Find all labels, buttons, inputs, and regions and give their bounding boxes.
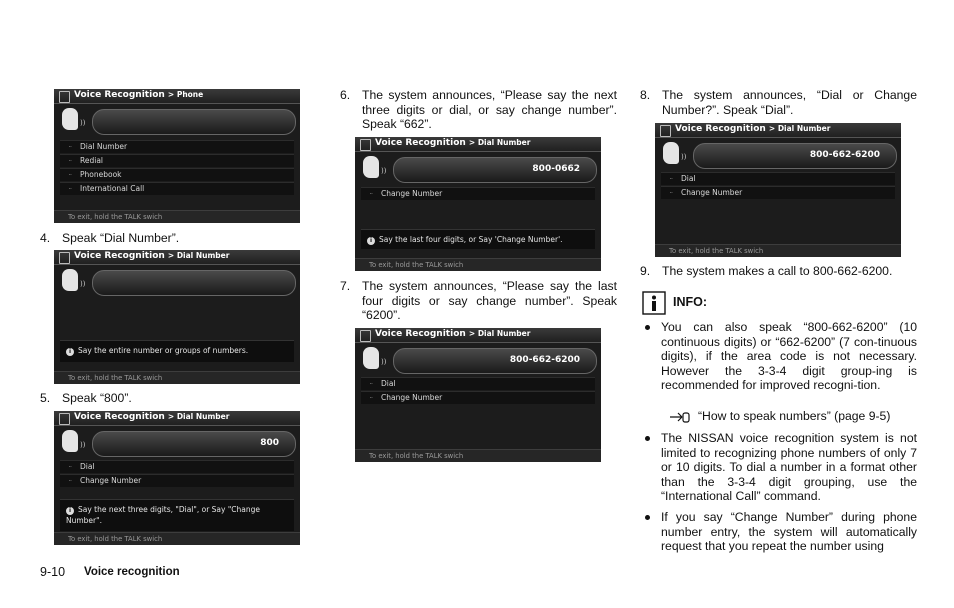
- screen-breadcrumb: > Dial Number: [167, 251, 230, 260]
- menu-item-dial[interactable]: ᐧᐧ Dial: [361, 377, 595, 390]
- sound-wave-icon: )): [381, 167, 387, 175]
- entered-number: 800: [260, 438, 279, 448]
- screen-title: Voice Recognition: [375, 329, 466, 339]
- menu-item-change-number[interactable]: ᐧᐧ Change Number: [361, 187, 595, 200]
- screen-footer: To exit, hold the TALK swich: [54, 371, 300, 384]
- menu-item-phonebook[interactable]: ᐧᐧ Phonebook: [60, 168, 294, 181]
- screen-title: Voice Recognition: [675, 124, 766, 134]
- info-bullet-3: If you say “Change Number” during phone number entry, the system will automatically request that you repeat the number using: [645, 510, 917, 556]
- step-4: 4. Speak “Dial Number”.: [40, 231, 180, 245]
- info-bullet-1: You can also speak “800-662-6200” (10 continuous digits) or “662-6200” (7 con-tinuous digits), if the area code is not necessary. However the 3-3-4 digit group-ing is recommended for improved recogni-tion.: [645, 320, 917, 408]
- bullet-dot: [645, 515, 650, 520]
- screen-footer: To exit, hold the TALK swich: [54, 532, 300, 545]
- speaker-head-icon: [363, 347, 379, 369]
- screen-footer: To exit, hold the TALK swich: [54, 210, 300, 223]
- screen-dial-number-2: [54, 411, 300, 545]
- speaker-head-icon: [663, 142, 679, 164]
- number-display: [693, 143, 897, 169]
- menu-item-dial[interactable]: ᐧᐧ Dial: [661, 172, 895, 185]
- screen-title-bar: [54, 411, 300, 426]
- info-message: i Say the entire number or groups of numbers.: [60, 340, 294, 362]
- voice-recognition-icon: [59, 91, 70, 103]
- bullet-dot: [645, 325, 650, 330]
- speak-icon: ᐧᐧ: [369, 190, 373, 198]
- info-icon: i: [66, 507, 74, 515]
- screen-breadcrumb: > Dial Number: [768, 124, 831, 133]
- screen-dial-number-3: [355, 137, 601, 271]
- speak-icon: ᐧᐧ: [669, 175, 673, 183]
- info-box-icon: [642, 291, 666, 315]
- screen-breadcrumb: > Dial Number: [167, 412, 230, 421]
- speak-icon: ᐧᐧ: [68, 185, 72, 193]
- page-reference: [669, 409, 919, 425]
- screen-breadcrumb: > Phone: [167, 90, 204, 99]
- section-title: Voice recognition: [84, 566, 180, 578]
- bullet-dot: [645, 436, 650, 441]
- info-bullet-2: The NISSAN voice recognition system is not limited to recognizing phone numbers of only 7 or 10 digits. To dial a number in a format other than the 3-3-4 digit grouping, use the “International Call” command.: [645, 431, 917, 505]
- number-display: [92, 431, 296, 457]
- screen-title-bar: [54, 250, 300, 265]
- speak-icon: ᐧᐧ: [369, 394, 373, 402]
- sound-wave-icon: )): [80, 441, 86, 449]
- speak-icon: ᐧᐧ: [68, 171, 72, 179]
- screen-phone-menu: [54, 89, 300, 223]
- speak-icon: ᐧᐧ: [669, 189, 673, 197]
- voice-recognition-icon: [360, 330, 371, 342]
- screen-title: Voice Recognition: [74, 251, 165, 261]
- screen-breadcrumb: > Dial Number: [468, 138, 531, 147]
- screen-title-bar: [54, 89, 300, 104]
- page-reference-text[interactable]: “How to speak numbers” (page 9-5): [698, 409, 891, 423]
- entered-number: 800-662-6200: [809, 150, 880, 160]
- step-8: 8. The system announces, “Dial or Change Number?”. Speak “Dial”.: [640, 88, 917, 117]
- sound-wave-icon: )): [80, 280, 86, 288]
- menu-item-dial[interactable]: ᐧᐧ Dial: [60, 460, 294, 473]
- screen-footer: To exit, hold the TALK swich: [355, 258, 601, 271]
- screen-dial-number-1: [54, 250, 300, 384]
- info-icon: i: [367, 237, 375, 245]
- menu-item-international-call[interactable]: ᐧᐧ International Call: [60, 182, 294, 195]
- menu-item-change-number[interactable]: ᐧᐧ Change Number: [661, 186, 895, 199]
- speaker-head-icon: [62, 108, 78, 130]
- screen-footer: To exit, hold the TALK swich: [355, 449, 601, 462]
- voice-recognition-icon: [59, 252, 70, 264]
- menu-item-dial-number[interactable]: ᐧᐧ Dial Number: [60, 140, 294, 153]
- entered-number: 800-662-6200: [509, 355, 580, 365]
- speak-icon: ᐧᐧ: [68, 157, 72, 165]
- menu-item-redial[interactable]: ᐧᐧ Redial: [60, 154, 294, 167]
- speaker-head-icon: [363, 156, 379, 178]
- step-7: 7. The system announces, “Please say the last four digits or say change number”. Speak “6200”.: [340, 279, 617, 323]
- screen-footer: To exit, hold the TALK swich: [655, 244, 901, 257]
- speak-icon: ᐧᐧ: [68, 463, 72, 471]
- info-message: i Say the last four digits, or Say 'Change Number'.: [361, 229, 595, 249]
- screen-title: Voice Recognition: [74, 90, 165, 100]
- entered-number: 800-0662: [532, 164, 580, 174]
- speaker-head-icon: [62, 430, 78, 452]
- reference-hand-icon: [669, 410, 691, 424]
- speak-icon: ᐧᐧ: [68, 477, 72, 485]
- speaker-head-icon: [62, 269, 78, 291]
- voice-recognition-icon: [660, 125, 671, 137]
- number-display: [393, 157, 597, 183]
- voice-input-bar: [92, 109, 296, 135]
- screen-dial-number-5: [655, 123, 901, 257]
- info-icon: i: [66, 348, 74, 356]
- menu-item-change-number[interactable]: ᐧᐧ Change Number: [361, 391, 595, 404]
- number-display: [92, 270, 296, 296]
- number-display: [393, 348, 597, 374]
- screen-title: Voice Recognition: [375, 138, 466, 148]
- info-heading: INFO:: [673, 295, 708, 309]
- info-message: i Say the next three digits, "Dial", or Say "Change Number".: [60, 499, 294, 531]
- screen-title-bar: [655, 123, 901, 138]
- screen-title-bar: [355, 137, 601, 152]
- screen-title: Voice Recognition: [74, 412, 165, 422]
- step-5: 5. Speak “800”.: [40, 391, 132, 405]
- menu-item-change-number[interactable]: ᐧᐧ Change Number: [60, 474, 294, 487]
- screen-breadcrumb: > Dial Number: [468, 329, 531, 338]
- sound-wave-icon: )): [381, 358, 387, 366]
- speak-icon: ᐧᐧ: [369, 380, 373, 388]
- step-6: 6. The system announces, “Please say the next three digits or dial, or say change number”. Speak “662”.: [340, 88, 617, 132]
- voice-recognition-icon: [59, 413, 70, 425]
- sound-wave-icon: )): [681, 153, 687, 161]
- step-9: 9. The system makes a call to 800-662-6200.: [640, 264, 893, 278]
- screen-title-bar: [355, 328, 601, 343]
- page-number: 9-10: [40, 565, 66, 579]
- voice-recognition-icon: [360, 139, 371, 151]
- screen-dial-number-4: [355, 328, 601, 462]
- speak-icon: ᐧᐧ: [68, 143, 72, 151]
- sound-wave-icon: )): [80, 119, 86, 127]
